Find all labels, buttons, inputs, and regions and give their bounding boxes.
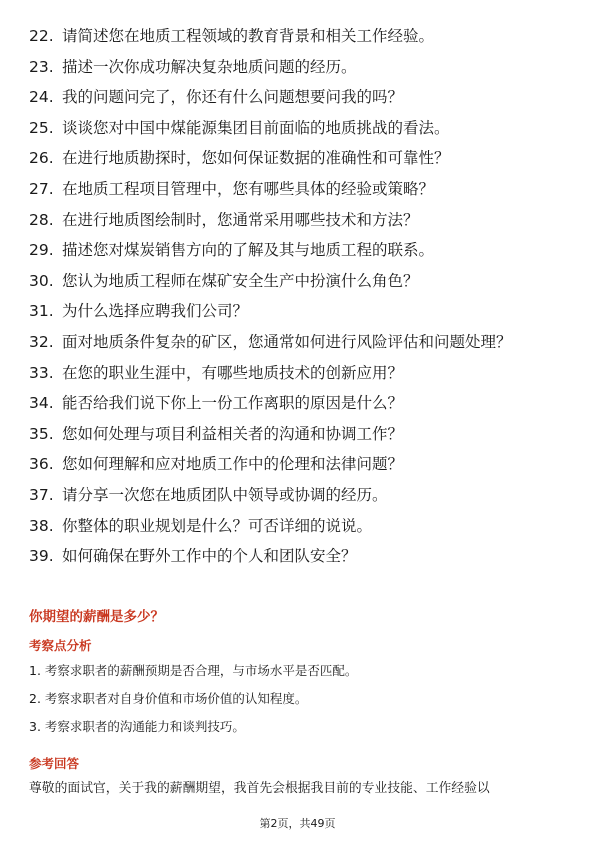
analysis-item: 3. 考察求职者的沟通能力和谈判技巧。 [29, 719, 245, 734]
question-item [29, 453, 569, 475]
question-number: 29. [29, 241, 54, 260]
question-number: 35. [29, 424, 54, 443]
question-text: 面对地质条件复杂的矿区，您通常如何进行风险评估和问题处理？ [62, 332, 512, 351]
question-text: 描述您对煤炭销售方向的了解及其与地质工程的联系。 [62, 241, 435, 260]
question-text: 在进行地质勘探时，您如何保证数据的准确性和可靠性？ [62, 149, 450, 168]
question-number: 33. [29, 363, 54, 382]
question-item [29, 300, 569, 322]
question-text: 您认为地质工程师在煤矿安全生产中扮演什么角色？ [62, 271, 419, 290]
question-item [29, 484, 569, 506]
question-text: 为什么选择应聘我们公司？ [62, 302, 249, 321]
question-item [29, 331, 569, 353]
analysis-list [29, 662, 569, 746]
question-item [29, 515, 569, 537]
question-list [29, 25, 569, 576]
question-number: 34. [29, 394, 54, 413]
question-number: 27. [29, 179, 54, 198]
question-text: 能否给我们说下你上一份工作离职的原因是什么？ [62, 394, 404, 413]
question-item [29, 270, 569, 292]
question-number: 30. [29, 271, 54, 290]
question-text: 请分享一次您在地质团队中领导或协调的经历。 [62, 485, 388, 504]
question-item [29, 362, 569, 384]
question-number: 32. [29, 332, 54, 351]
question-text: 描述一次你成功解决复杂地质问题的经历。 [62, 57, 357, 76]
question-item [29, 209, 569, 231]
answer-title: 参考回答 [29, 756, 80, 771]
answer-text: 尊敬的面试官，关于我的薪酬期望，我首先会根据我目前的专业技能、工作经验以 [29, 781, 490, 796]
question-number: 24. [29, 88, 54, 107]
question-item [29, 86, 569, 108]
question-text: 谈谈您对中国中煤能源集团目前面临的地质挑战的看法。 [62, 118, 450, 137]
question-text: 如何确保在野外工作中的个人和团队安全？ [62, 547, 357, 566]
question-item [29, 147, 569, 169]
question-number: 23. [29, 57, 54, 76]
question-number: 26. [29, 149, 54, 168]
analysis-item: 2. 考察求职者对自身价值和市场价值的认知程度。 [29, 691, 308, 706]
question-text: 您如何理解和应对地质工作中的伦理和法律问题？ [62, 455, 404, 474]
section-title: 你期望的薪酬是多少？ [29, 609, 164, 625]
question-number: 38. [29, 516, 54, 535]
analysis-item: 1. 考察求职者的薪酬预期是否合理，与市场水平是否匹配。 [29, 663, 358, 678]
question-text: 在您的职业生涯中，有哪些地质技术的创新应用？ [62, 363, 404, 382]
question-text: 你整体的职业规划是什么？可否详细的说说。 [62, 516, 373, 535]
question-number: 39. [29, 547, 54, 566]
page-footer: 第2页，共49页 [259, 817, 336, 830]
question-item [29, 178, 569, 200]
question-number: 25. [29, 118, 54, 137]
question-item [29, 545, 569, 567]
question-item [29, 239, 569, 261]
analysis-title: 考察点分析 [29, 638, 92, 653]
question-item [29, 392, 569, 414]
question-number: 31. [29, 302, 54, 321]
question-number: 36. [29, 455, 54, 474]
question-item [29, 423, 569, 445]
question-text: 在进行地质图绘制时，您通常采用哪些技术和方法？ [62, 210, 419, 229]
question-item [29, 117, 569, 139]
question-number: 28. [29, 210, 54, 229]
question-text: 请简述您在地质工程领域的教育背景和相关工作经验。 [62, 27, 435, 45]
question-text: 在地质工程项目管理中，您有哪些具体的经验或策略？ [62, 179, 435, 198]
question-item [29, 56, 569, 78]
question-number: 37. [29, 485, 54, 504]
question-text: 我的问题问完了，你还有什么问题想要问我的吗？ [62, 88, 404, 107]
question-number: 22. [29, 27, 54, 45]
question-text: 您如何处理与项目利益相关者的沟通和协调工作？ [62, 424, 404, 443]
question-item [29, 25, 569, 47]
